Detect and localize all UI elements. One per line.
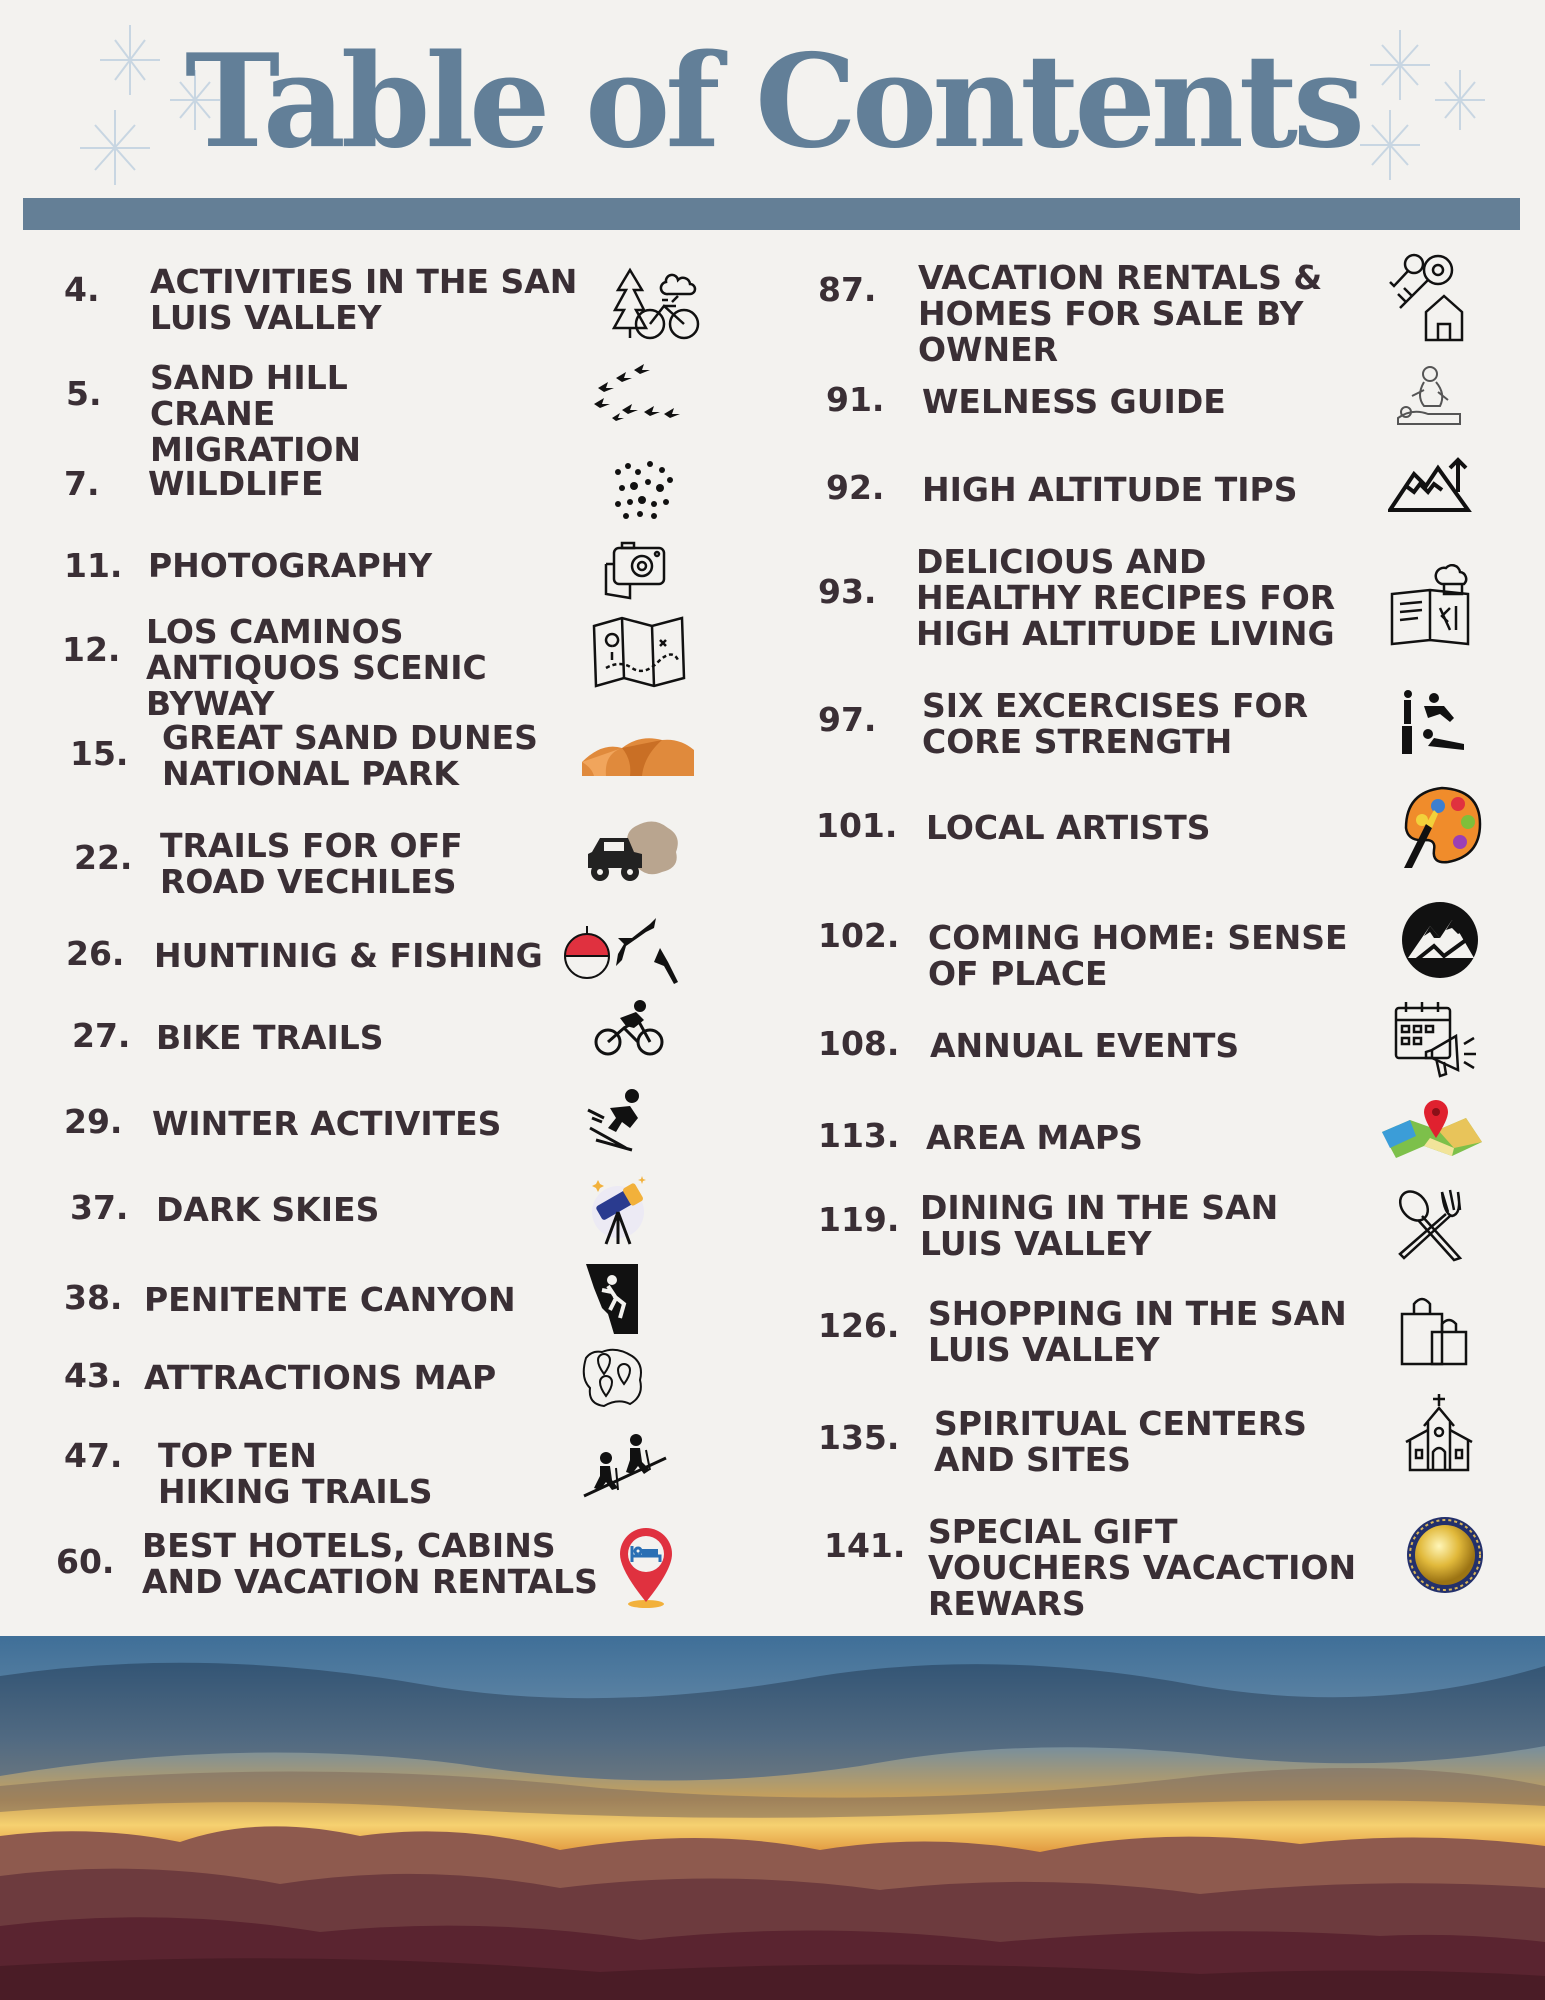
house-keys-icon (1386, 250, 1472, 346)
spoon-fork-icon (1396, 1188, 1468, 1262)
mountain-arrow-icon (1388, 454, 1472, 514)
entry-title: SIX EXCERCISES FOR CORE STRENGTH (922, 686, 1309, 761)
camera-in-hand-icon (600, 540, 670, 604)
toc-entry[interactable] (780, 808, 1520, 908)
entry-title: PENITENTE CANYON (144, 1280, 516, 1319)
page-title: Table of Contents (184, 27, 1361, 177)
page-number: 7. (64, 464, 100, 503)
entry-title: LOS CAMINOS ANTIQUOS SCENIC BYWAY (146, 612, 487, 723)
page-number: 60. (56, 1542, 115, 1581)
page-number: 15. (70, 734, 129, 773)
entry-title: TRAILS FOR OFF ROAD VECHILES (160, 826, 463, 901)
page-number: 91. (826, 380, 885, 419)
entry-title: HIGH ALTITUDE TIPS (922, 470, 1298, 509)
toc-entry[interactable] (780, 542, 1520, 653)
page-number: 5. (66, 374, 102, 413)
entry-title: PHOTOGRAPHY (148, 546, 433, 585)
hotel-pin-icon (616, 1526, 676, 1610)
page-number: 43. (64, 1356, 123, 1395)
entry-title: ANNUAL EVENTS (930, 1026, 1240, 1065)
entry-title: BEST HOTELS, CABINS AND VACATION RENTALS (142, 1526, 598, 1601)
paint-palette-icon (1398, 784, 1484, 868)
page-number: 92. (826, 468, 885, 507)
page-number: 93. (818, 572, 877, 611)
page-number: 38. (64, 1278, 123, 1317)
massage-icon (1394, 362, 1464, 432)
page-number: 135. (818, 1418, 900, 1457)
entry-title: BIKE TRAILS (156, 1018, 384, 1057)
map-pins-icon (578, 1344, 648, 1410)
page-number: 102. (818, 916, 900, 955)
toc-entry[interactable] (0, 1190, 760, 1290)
entry-title: VACATION RENTALS & HOMES FOR SALE BY OWNER (918, 258, 1323, 369)
page-number: 11. (64, 546, 123, 585)
toc-entry[interactable] (0, 1528, 760, 1628)
toc-entry[interactable] (780, 686, 1520, 786)
page-number: 29. (64, 1102, 123, 1141)
page-number: 37. (70, 1188, 129, 1227)
entry-title: TOP TEN HIKING TRAILS (158, 1436, 433, 1511)
toc-entry[interactable] (780, 1296, 1520, 1396)
entry-title: HUNTINIG & FISHING (154, 936, 543, 975)
toc-entry[interactable] (0, 1438, 760, 1538)
entry-title: WELNESS GUIDE (922, 382, 1226, 421)
page-number: 126. (818, 1306, 900, 1345)
tree-bicycle-icon (612, 266, 702, 346)
toc-entry[interactable] (0, 610, 760, 723)
toc-entry[interactable] (0, 358, 760, 469)
page-number: 108. (818, 1024, 900, 1063)
rock-climber-icon (584, 1264, 640, 1334)
toc-entry[interactable] (780, 1190, 1520, 1290)
cyclist-icon (594, 998, 664, 1058)
entry-title: SPIRITUAL CENTERS AND SITES (934, 1404, 1307, 1479)
shopping-bags-icon (1398, 1294, 1470, 1368)
page-number: 4. (64, 270, 100, 309)
entry-title: SHOPPING IN THE SAN LUIS VALLEY (928, 1294, 1347, 1369)
mountain-circle-icon (1400, 900, 1480, 980)
entry-title: WILDLIFE (148, 464, 324, 503)
toc-entry[interactable] (0, 718, 760, 818)
cookbook-icon (1390, 564, 1474, 648)
skier-icon (586, 1088, 656, 1152)
sand-dunes-icon (582, 734, 694, 776)
page-number: 113. (818, 1116, 900, 1155)
entry-title: GREAT SAND DUNES NATIONAL PARK (162, 718, 538, 793)
gold-seal-icon (1406, 1516, 1484, 1594)
telescope-icon (588, 1172, 652, 1248)
folded-map-icon (592, 616, 686, 690)
flying-cranes-icon (592, 362, 692, 432)
calendar-megaphone-icon (1392, 1000, 1478, 1082)
map-location-icon (1380, 1098, 1484, 1162)
entry-title: SAND HILL CRANE MIGRATION (150, 358, 362, 469)
page-number: 12. (62, 630, 121, 669)
page-number: 101. (816, 806, 898, 845)
entry-title: ATTRACTIONS MAP (144, 1358, 497, 1397)
entry-title: DARK SKIES (156, 1190, 380, 1229)
hikers-icon (582, 1424, 668, 1500)
page-number: 141. (824, 1526, 906, 1565)
entry-title: SPECIAL GIFT VOUCHERS VACACTION REWARS (928, 1512, 1357, 1623)
page-number: 22. (74, 838, 133, 877)
title-divider-band (23, 198, 1520, 230)
entry-title: ACTIVITIES IN THE SAN LUIS VALLEY (150, 262, 578, 337)
toc-entry[interactable] (780, 256, 1520, 369)
entry-title: COMING HOME: SENSE OF PLACE (928, 918, 1348, 993)
page-number: 27. (72, 1016, 131, 1055)
animal-tracks-icon (608, 458, 678, 522)
church-icon (1402, 1392, 1476, 1472)
toc-entry[interactable] (780, 1404, 1520, 1504)
page-number: 26. (66, 934, 125, 973)
toc-entry[interactable] (0, 256, 760, 356)
toc-entry[interactable] (780, 1512, 1520, 1623)
entry-title: DELICIOUS AND HEALTHY RECIPES FOR HIGH ALTITUDE LIVING (916, 542, 1336, 653)
entry-title: LOCAL ARTISTS (926, 808, 1211, 847)
entry-title: DINING IN THE SAN LUIS VALLEY (920, 1188, 1279, 1263)
page-number: 47. (64, 1436, 123, 1475)
off-road-jeep-icon (584, 818, 680, 888)
sunset-mountains-photo (0, 1636, 1545, 2000)
entry-title: WINTER ACTIVITES (152, 1104, 502, 1143)
page-number: 119. (818, 1200, 900, 1239)
page-number: 87. (818, 270, 877, 309)
exercise-icon (1398, 688, 1468, 758)
entry-title: AREA MAPS (926, 1118, 1143, 1157)
bobber-deer-icon (560, 906, 694, 990)
page-number: 97. (818, 700, 877, 739)
